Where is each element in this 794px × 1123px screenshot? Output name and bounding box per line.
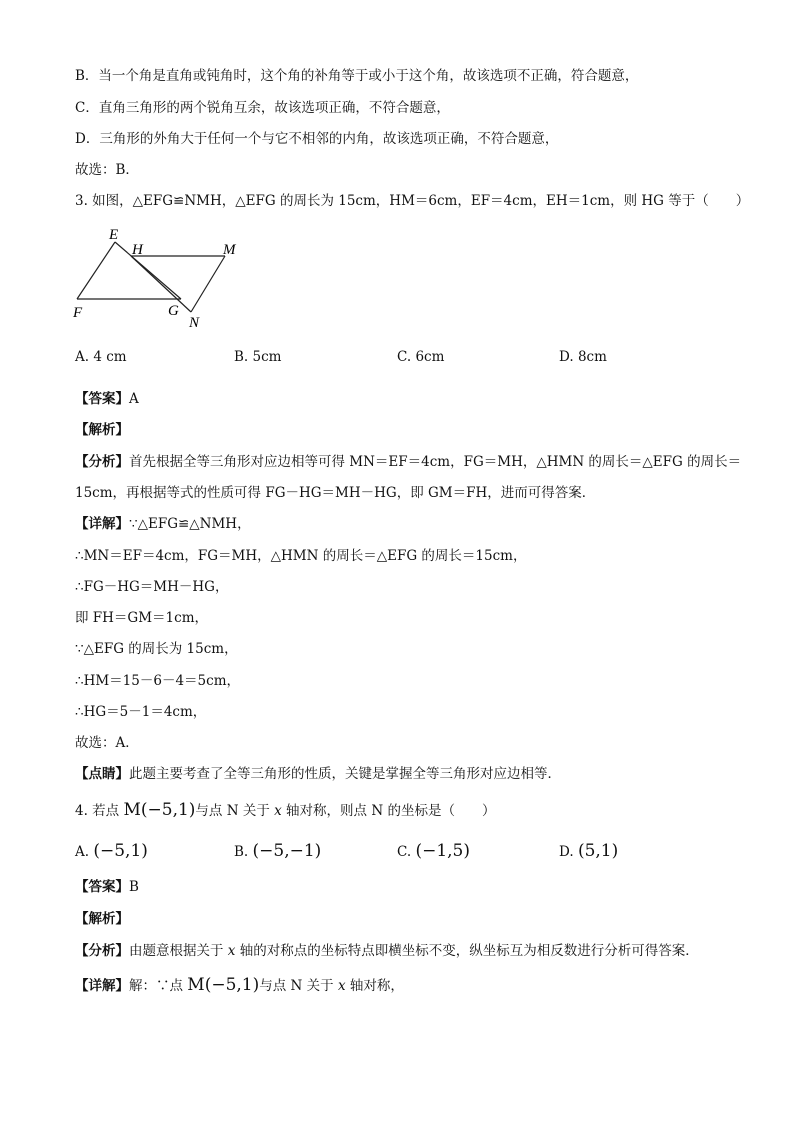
fenxi-tag: 【分析】 (75, 454, 129, 470)
q3-detail-3: ∴FG－HG＝MH－HG， (75, 579, 229, 595)
q3-detail-1 (75, 514, 251, 534)
q3-detail-2: ∴MN＝EF＝4cm，FG＝MH，△HMN 的周长＝△EFG 的周长＝15cm， (75, 548, 527, 564)
fenxi-text: 首先根据全等三角形对应边相等可得 MN＝EF＝4cm，FG＝MH，△HMN 的周长＝△EFG 的周长＝ (129, 454, 742, 470)
q4-stem-b: 与点 N 关于 (195, 803, 270, 819)
label-m: M (223, 242, 236, 258)
question-3-stem: 3. 如图，△EFG≌NMH，△EFG 的周长为 15cm，HM＝6cm，EF＝4cm，EH＝1cm，则 HG 等于（ ） (75, 193, 750, 209)
q4-analysis-heading: 【解析】 (75, 911, 129, 927)
answer-value: B (129, 879, 139, 895)
q3-detail-5: ∵△EFG 的周长为 15cm， (75, 641, 238, 657)
option-value: (−1,5) (415, 841, 470, 861)
option-label: D. (559, 844, 574, 860)
segment-mn (191, 256, 225, 312)
fenxi-text-b: 轴的对称点的坐标特点即横坐标不变，纵坐标互为相反数进行分析可得答案． (239, 943, 699, 959)
segment-eg (115, 242, 181, 299)
q3-fenxi-1 (75, 452, 741, 472)
q4-stem-a: 4. 若点 (75, 803, 120, 819)
choice-line-2: 故选：A． (75, 735, 139, 751)
q4-option-c[interactable] (397, 841, 470, 862)
option-label: A. (75, 844, 90, 860)
q3-detail-7: ∴HG＝5－1＝4cm， (75, 704, 207, 720)
option-value: 5cm (252, 349, 282, 365)
option-value: 4 cm (93, 349, 127, 365)
q4-option-a[interactable] (75, 841, 148, 862)
fenxi-tag: 【分析】 (75, 943, 129, 959)
q4-detail (75, 975, 404, 996)
choice-line-1: 故选：B． (75, 162, 139, 178)
option-value: (−5,1) (93, 841, 148, 861)
segment-ef (77, 242, 115, 299)
x-symbol: x (227, 943, 236, 959)
triangle-figure (65, 222, 250, 332)
option-label: B. (234, 349, 249, 365)
option-label: A. (75, 349, 90, 365)
option-label: D. (559, 349, 574, 365)
x-symbol: x (274, 803, 282, 819)
fenxi-text-a: 由题意根据关于 (129, 943, 224, 959)
option-c-explanation: C．直角三角形的两个锐角互余，故该选项正确，不符合题意， (75, 100, 450, 116)
label-h: H (132, 242, 143, 258)
dianjing-text: 此题主要考查了全等三角形的性质，关键是掌握全等三角形对应边相等． (129, 766, 561, 782)
option-value: 8cm (577, 349, 607, 365)
q4-fenxi (75, 941, 699, 961)
q3-option-b[interactable] (234, 347, 281, 367)
q4-option-d[interactable] (559, 841, 618, 862)
option-value: (−5,−1) (252, 841, 322, 861)
point-m: M(−5,1) (187, 975, 260, 995)
detail-text: ∵△EFG≌△NMH， (129, 516, 251, 532)
label-g: G (168, 303, 179, 319)
segment-hn (131, 256, 191, 312)
q4-option-b[interactable] (234, 841, 321, 862)
label-f: F (73, 305, 83, 321)
detail-text-b: 与点 N 关于 (259, 978, 334, 994)
q3-option-c[interactable] (397, 347, 444, 367)
label-n: N (189, 315, 200, 331)
x-symbol: x (337, 978, 346, 994)
option-label: C. (397, 844, 412, 860)
option-label: B. (234, 844, 249, 860)
q3-detail-6: ∴HM＝15－6－4＝5cm， (75, 673, 240, 689)
answer-tag: 【答案】 (75, 391, 129, 407)
q3-fenxi-2: 15cm，再根据等式的性质可得 FG－HG＝MH－HG，即 GM＝FH，进而可得答案． (75, 485, 596, 501)
q4-answer (75, 877, 139, 897)
q4-stem-c: 轴对称，则点 N 的坐标是（ ） (286, 803, 496, 819)
answer-tag: 【答案】 (75, 879, 129, 895)
dianjing-tag: 【点睛】 (75, 766, 129, 782)
question-4-stem (75, 800, 495, 821)
detail-text-a: 解：∵点 (129, 978, 183, 994)
detail-tag: 【详解】 (75, 516, 129, 532)
q3-option-d[interactable] (559, 347, 607, 367)
option-b-explanation: B．当一个角是直角或钝角时，这个角的补角等于或小于这个角，故该选项不正确，符合题意， (75, 68, 639, 84)
q3-dianjing (75, 764, 561, 784)
answer-value: A (129, 391, 139, 407)
option-d-explanation: D．三角形的外角大于任何一个与它不相邻的内角，故该选项正确，不符合题意， (75, 131, 559, 147)
option-label: C. (397, 349, 412, 365)
q3-detail-4: 即 FH＝GM＝1cm， (75, 610, 208, 626)
detail-text-c: 轴对称， (349, 978, 404, 994)
label-e: E (109, 227, 119, 243)
option-value: (5,1) (577, 841, 619, 861)
q3-answer (75, 389, 139, 409)
option-value: 6cm (415, 349, 445, 365)
q3-analysis-heading: 【解析】 (75, 422, 129, 438)
q3-option-a[interactable] (75, 347, 127, 367)
detail-tag: 【详解】 (75, 978, 129, 994)
point-m: M(−5,1) (123, 800, 196, 820)
